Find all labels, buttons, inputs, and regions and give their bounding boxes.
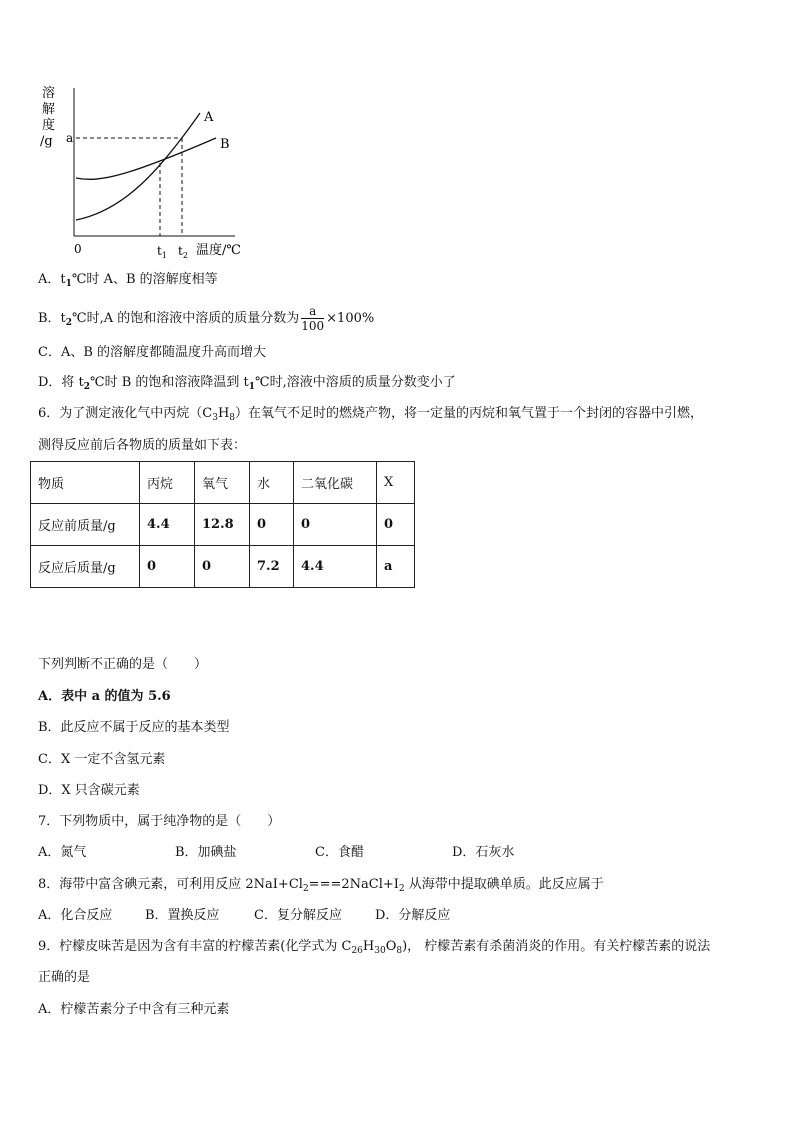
q7-stem: 7．下列物质中，属于纯净物的是（ ） [38,814,281,829]
table-cell: 0 [140,546,195,588]
solubility-graph [30,80,260,265]
table-row [31,504,415,546]
table-cell: 0 [294,504,377,546]
table-cell: 反应后质量/g [31,546,140,588]
q7-option-c: C．食醋 [315,845,364,860]
mass-table [30,461,415,588]
q5-option-b: B．$t_2℃$时,A 的饱和溶液中溶质的质量分数为 $\frac{a}{100}$ ×100% [38,304,375,333]
table-header-cell: 氧气 [195,462,250,504]
table-cell: 0 [195,546,250,588]
curve-label-b: B [220,137,230,152]
q6-option-c: C．X 一定不含氢元素 [38,752,166,767]
table-cell: 0 [250,504,294,546]
q5-option-c: C．A、B 的溶解度都随温度升高而增大 [38,345,267,360]
q6-option-d: D．X 只含碳元素 [38,783,140,798]
table-cell: 4.4 [140,504,195,546]
q9-stem: 9．柠檬皮味苦是因为含有丰富的柠檬苦素(化学式为 $C_{26}H_{30}O_8$)， 柠檬苦素有杀菌消炎的作用。有关柠檬苦素的说法 [38,939,711,956]
table-cell: a [377,546,415,588]
q8-option-c: C．复分解反应 [254,908,342,923]
table-header-cell: 水 [250,462,294,504]
q5-option-d: D．将 $t_2℃$时 B 的饱和溶液降温到 $t_1℃$时,溶液中溶质的质量分数变小了 [38,375,456,392]
table-cell: 反应前质量/g [31,504,140,546]
q6-option-b: B．此反应不属于反应的基本类型 [38,720,230,735]
x-axis-label: 温度/℃ [196,243,241,258]
q8-stem: 8．海带中富含碘元素，可利用反应 $2NaI+Cl_2===2NaCl+I_2$ 从海带中提取碘单质。此反应属于 [38,877,604,894]
x-tick-t1: $t_1$ [157,244,167,260]
table-header-cell: 物质 [31,462,140,504]
table-cell: 12.8 [195,504,250,546]
table-cell: 7.2 [250,546,294,588]
q7-option-b: B．加碘盐 [175,845,237,860]
q8-option-d: D．分解反应 [375,908,451,923]
y-tick-a: a [66,131,74,145]
q8-option-b: B．置换反应 [145,908,220,923]
x-tick-t2: $t_2$ [178,244,188,260]
q9-option-a: A．柠檬苦素分子中含有三种元素 [38,1002,230,1017]
curve-a [76,113,200,220]
table-header-row [31,462,415,504]
y-axis-label-char: 溶 [42,86,56,101]
q9-stem-line2: 正确的是 [38,970,91,985]
table-header-cell: 二氧化碳 [294,462,377,504]
q8-option-a: A．化合反应 [38,908,113,923]
fraction: $\frac{a}{100}$ [301,304,325,333]
y-axis-label-char: /g [40,134,53,149]
table-header-cell: 丙烷 [140,462,195,504]
q6-question: 下列判断不正确的是（ ） [38,657,208,672]
y-axis-label-char: 解 [42,102,56,117]
q7-option-d: D．石灰水 [452,845,515,860]
q5-option-a: A．$t_1℃$时 A、B 的溶解度相等 [38,272,218,289]
table-cell: 4.4 [294,546,377,588]
table-header-cell: X [377,462,415,504]
curve-label-a: A [204,110,214,125]
q7-option-a: A．氮气 [38,845,87,860]
table-cell: 0 [377,504,415,546]
q6-stem: 6．为了测定液化气中丙烷$(C_3H_8)$在氧气不足时的燃烧产物，将一定量的丙烷和氧气置于一个封闭的容器中引燃， [38,406,704,423]
q6-option-a: A．表中 a 的值为 5.6 [38,689,171,704]
y-axis-label-char: 度 [42,118,56,133]
curve-b [76,138,216,179]
q6-stem-line2: 测得反应前后各物质的质量如下表： [38,438,247,453]
table-row [31,546,415,588]
origin-label: 0 [74,242,82,256]
